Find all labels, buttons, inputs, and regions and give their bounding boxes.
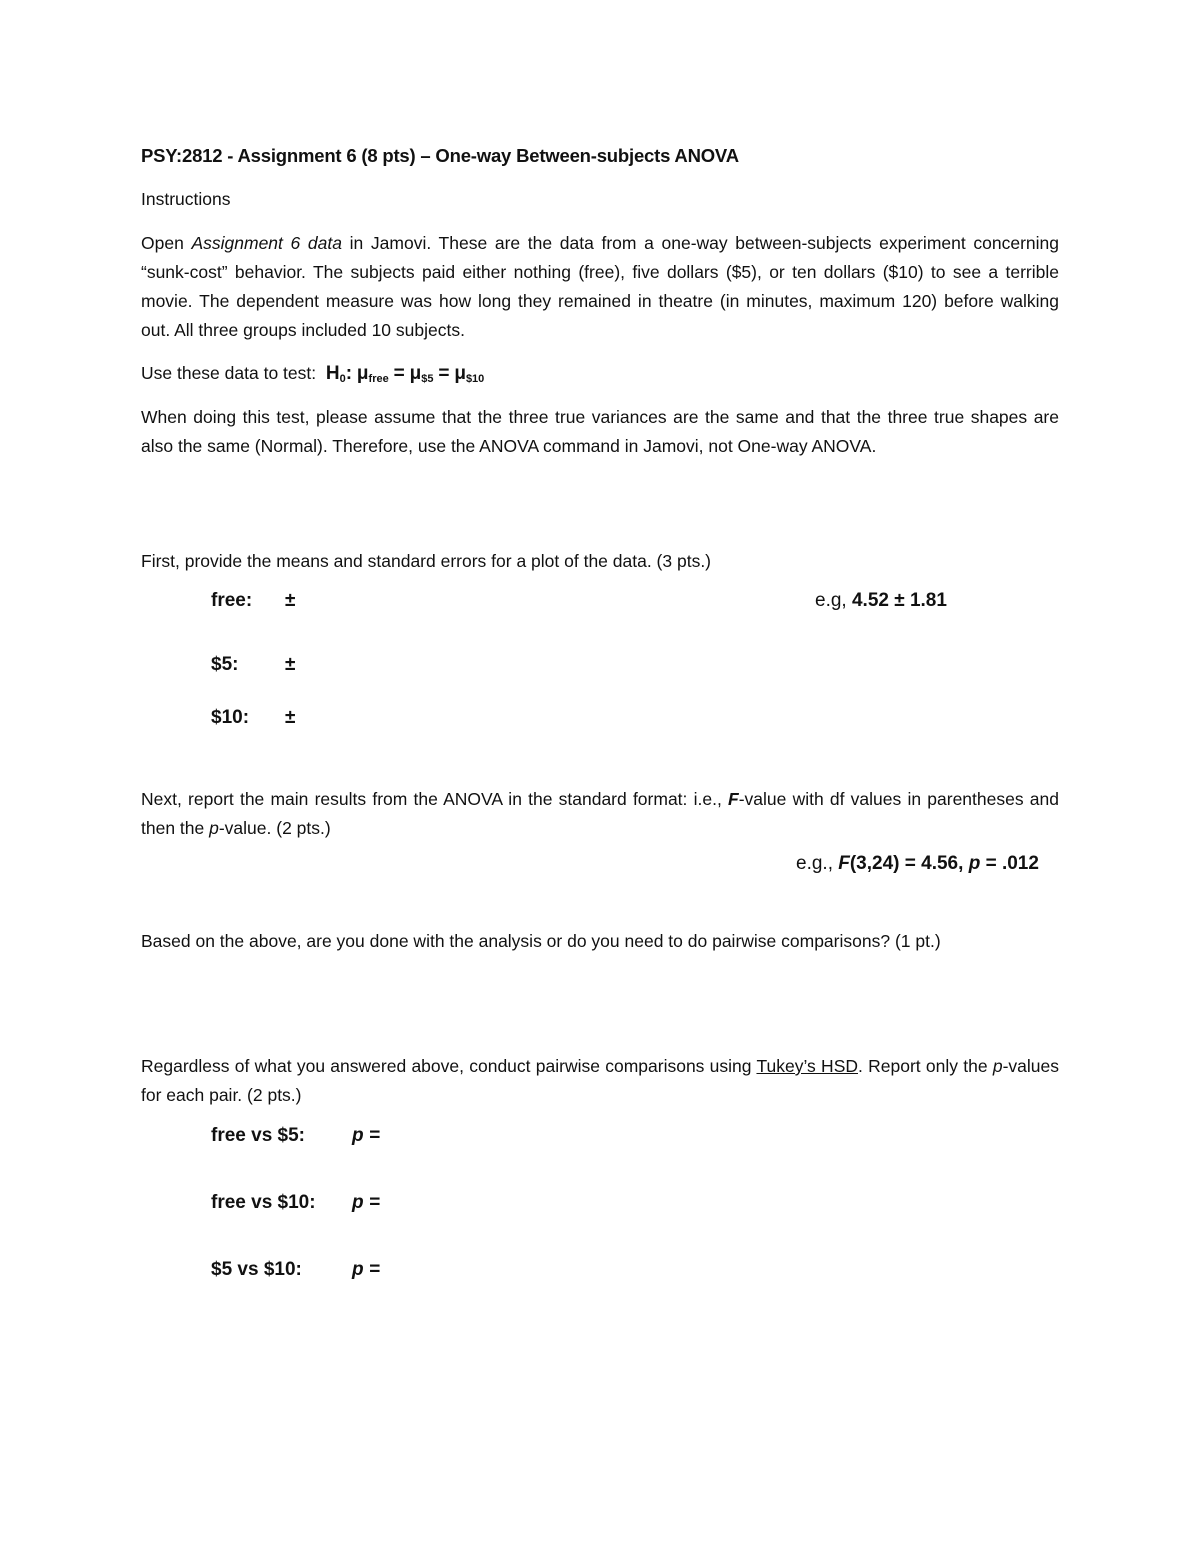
mu-5: $\mu_{\$5}$	[409, 363, 434, 385]
mu-free: $\mu_{free}$	[356, 363, 389, 385]
tukey-hsd-link[interactable]: Tukey’s HSD	[756, 1056, 858, 1076]
page-title: PSY:2812 - Assignment 6 (8 pts) – One-way Between-subjects ANOVA	[141, 145, 739, 166]
intro-paragraph	[141, 229, 1059, 345]
plus-minus-5: ±	[285, 654, 296, 675]
equals-sign: =	[393, 363, 405, 384]
equals-sign: =	[438, 363, 450, 384]
hypothesis-line	[141, 359, 1059, 394]
means-prompt: First, provide the means and standard errors for a plot of the data. (3 pts.)	[141, 551, 712, 571]
p-value-free-10: p =	[352, 1192, 380, 1213]
plus-minus-free: ±	[285, 590, 296, 611]
means-label-free: free:	[211, 590, 253, 611]
dataset-name: Assignment 6 data	[191, 233, 342, 253]
done-question: Based on the above, are you done with the analysis or do you need to do pairwise comparisons? (1 pt.)	[141, 931, 941, 951]
p-value-free-5: p =	[352, 1125, 380, 1146]
mu-10: $\mu_{\$10}$	[454, 363, 485, 385]
p-value-5-10: p =	[352, 1259, 380, 1280]
means-label-5: $5:	[211, 654, 239, 675]
intro-rest: in Jamovi. These are the data from a one-way between-subjects experiment concerning “sunk-cost” behavior. The subjects paid either nothing (free), five dollars ($5), or ten dollars ($10) to see a terrible movie. The dependent measure was how long they remained in theatre (in minutes, maximum 120) before walking out. All three groups included 10 subjects.	[141, 233, 1059, 340]
assumption-paragraph: When doing this test, please assume that the three true variances are the same and that the three true shapes are also the same (Normal). Therefore, use the ANOVA command in Jamovi, not One-way ANOVA.	[141, 407, 1059, 456]
null-hypothesis-symbol: $H_0$:	[325, 363, 353, 385]
intro-open: Open	[141, 233, 192, 253]
pair-label-free-10: free vs $10:	[211, 1192, 316, 1213]
pair-label-5-10: $5 vs $10:	[211, 1259, 302, 1280]
plus-minus-10: ±	[285, 707, 296, 728]
means-example: e.g, 4.52 ± 1.81	[815, 590, 947, 611]
anova-example: e.g., F(3,24) = 4.56, p = .012	[796, 853, 1039, 874]
instructions-heading: Instructions	[141, 189, 231, 209]
hypothesis-lead: Use these data to test:	[141, 363, 317, 383]
anova-prompt: Next, report the main results from the ANOVA in the standard format: i.e., F-value with df values in parentheses and then the p-value. (2 pts.)	[141, 789, 1059, 838]
means-label-10: $10:	[211, 707, 250, 728]
pair-label-free-5: free vs $5:	[211, 1125, 306, 1146]
pairwise-prompt: Regardless of what you answered above, conduct pairwise comparisons using Tukey’s HSD. Report only the p-values for each pair. (2 pts.)	[141, 1056, 1059, 1105]
